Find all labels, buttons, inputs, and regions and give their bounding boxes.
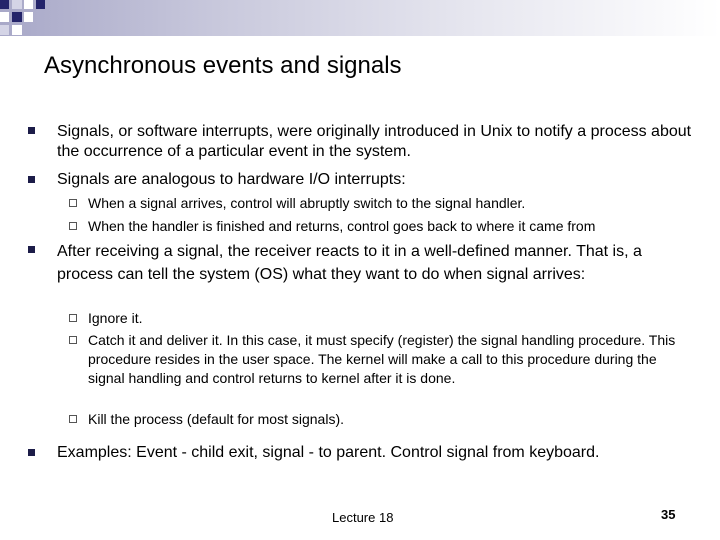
sub-bullet-square-icon <box>69 199 77 207</box>
page-number: 35 <box>661 507 676 522</box>
bullet-square-icon <box>28 127 35 134</box>
sub-bullet-text: Catch it and deliver it. In this case, it must specify (register) the signal handling procedure. This procedure resides in the user space. The kernel will make a call to this procedure during the signal handling and control returns to kernel after it is done. <box>88 332 676 386</box>
bullet-text: Signals are analogous to hardware I/O interrupts: <box>57 171 406 188</box>
slide-title: Asynchronous events and signals <box>44 52 402 79</box>
sub-bullet-text: When the handler is finished and returns, control goes back to where it came from <box>88 218 596 234</box>
bullet-square-icon <box>28 176 35 183</box>
bullet-square-icon <box>28 449 35 456</box>
sub-bullet-square-icon <box>69 336 77 344</box>
sub-bullet-text: When a signal arrives, control will abruptly switch to the signal handler. <box>88 195 526 211</box>
sub-bullet-square-icon <box>69 314 77 322</box>
sub-bullet-square-icon <box>69 222 77 230</box>
bullet-square-icon <box>28 246 35 253</box>
bullet-text: Signals, or software interrupts, were originally introduced in Unix to notify a process about the occurrence of a particular event in the system. <box>57 123 692 160</box>
bullet-text: After receiving a signal, the receiver reacts to it in a well-defined manner. That is, a process can tell the system (OS) what they want to do when signal arrives: <box>57 243 642 283</box>
sub-bullet-text: Ignore it. <box>88 310 143 326</box>
sub-bullet-square-icon <box>69 415 77 423</box>
footer-text: Lecture 18 <box>332 510 394 525</box>
sub-bullet-text: Kill the process (default for most signals). <box>88 411 344 427</box>
bullet-text: Examples: Event - child exit, signal - to parent. Control signal from keyboard. <box>57 444 600 461</box>
